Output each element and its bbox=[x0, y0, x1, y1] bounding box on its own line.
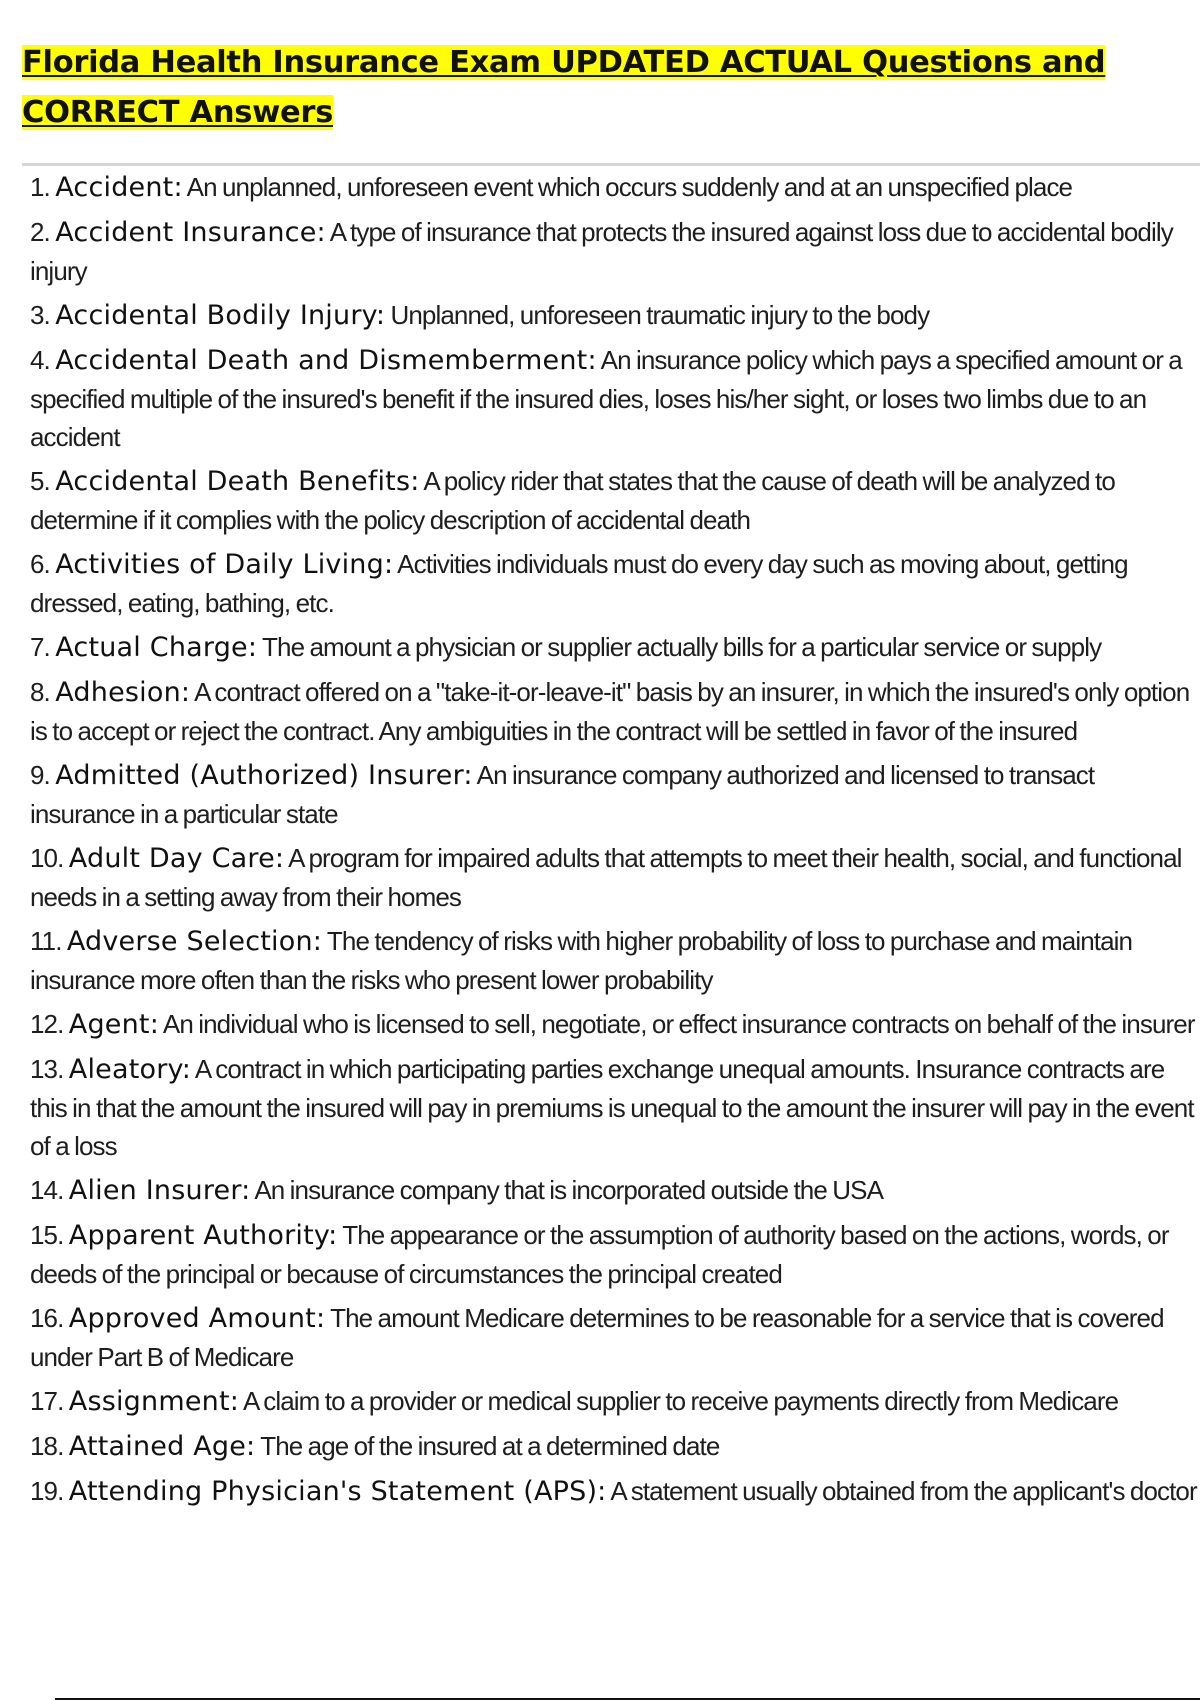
entry-definition: An individual who is licensed to sell, negotiate, or effect insurance contracts on behalf of the insurer bbox=[162, 1009, 1195, 1039]
entry-definition: Activities individuals must do every day such as moving about, getting dressed, eating, bathing, etc. bbox=[30, 549, 1128, 618]
definition-entry bbox=[30, 628, 1198, 667]
definition-entry bbox=[30, 462, 1198, 539]
entry-term: Adult Day Care: bbox=[68, 843, 285, 874]
definition-entry bbox=[30, 839, 1198, 916]
entry-definition: The amount Medicare determines to be reasonable for a service that is covered under Part B of Medicare bbox=[30, 1303, 1164, 1372]
definition-entry bbox=[30, 168, 1198, 207]
entry-number: 17. bbox=[30, 1386, 64, 1416]
entry-term: Actual Charge: bbox=[55, 632, 258, 663]
entry-number: 16. bbox=[30, 1303, 64, 1333]
definition-entry bbox=[30, 1216, 1198, 1293]
entry-number: 4. bbox=[30, 345, 50, 375]
definition-entry bbox=[30, 1299, 1198, 1376]
entry-term: Adhesion: bbox=[55, 677, 191, 708]
entry-number: 11. bbox=[30, 926, 62, 956]
document-title: Florida Health Insurance Exam UPDATED ACTUAL Questions and CORRECT Answers bbox=[22, 45, 1106, 130]
entry-term: Agent: bbox=[68, 1009, 159, 1040]
entry-term: Accidental Death and Dismemberment: bbox=[55, 345, 597, 376]
entry-term: Accidental Bodily Injury: bbox=[55, 300, 386, 331]
entry-definition: The tendency of risks with higher probability of loss to purchase and maintain insurance more often than the risks who present lower probability bbox=[30, 926, 1133, 995]
entry-term: Accident Insurance: bbox=[55, 217, 326, 248]
entry-number: 15. bbox=[30, 1220, 64, 1250]
definition-entry bbox=[30, 1427, 1198, 1466]
entry-number: 14. bbox=[30, 1175, 64, 1205]
entry-definition: An unplanned, unforeseen event which occurs suddenly and at an unspecified place bbox=[186, 172, 1073, 202]
entry-definition: A statement usually obtained from the applicant's doctor bbox=[610, 1476, 1197, 1506]
entry-term: Aleatory: bbox=[68, 1054, 192, 1085]
definition-entry bbox=[30, 213, 1198, 290]
entry-number: 1. bbox=[30, 172, 50, 202]
entry-term: Adverse Selection: bbox=[66, 926, 323, 957]
entry-number: 7. bbox=[30, 632, 50, 662]
entry-number: 2. bbox=[30, 217, 50, 247]
definition-entry bbox=[30, 341, 1198, 456]
entry-definition: Unplanned, unforeseen traumatic injury to the body bbox=[390, 300, 930, 330]
entry-term: Attending Physician's Statement (APS): bbox=[68, 1476, 607, 1507]
entry-number: 19. bbox=[30, 1476, 64, 1506]
entry-definition: An insurance company that is incorporated outside the USA bbox=[254, 1175, 884, 1205]
definition-entry bbox=[30, 545, 1198, 622]
entry-number: 18. bbox=[30, 1431, 64, 1461]
entry-term: Attained Age: bbox=[68, 1431, 256, 1462]
entry-number: 12. bbox=[30, 1009, 64, 1039]
entry-term: Approved Amount: bbox=[68, 1303, 326, 1334]
entry-number: 9. bbox=[30, 760, 50, 790]
entry-definition: A claim to a provider or medical supplier to receive payments directly from Medicare bbox=[242, 1386, 1119, 1416]
entry-number: 3. bbox=[30, 300, 50, 330]
entry-definition: A program for impaired adults that attempts to meet their health, social, and functional needs in a setting away from their homes bbox=[30, 843, 1182, 912]
entry-definition: The appearance or the assumption of authority based on the actions, words, or deeds of the principal or because of circumstances the principal created bbox=[30, 1220, 1169, 1289]
definition-entry bbox=[30, 1050, 1198, 1165]
entry-term: Alien Insurer: bbox=[68, 1175, 251, 1206]
definition-entry bbox=[30, 673, 1198, 750]
entry-term: Accident: bbox=[55, 172, 183, 203]
entry-definition: An insurance policy which pays a specified amount or a specified multiple of the insured's benefit if the insured dies, loses his/her sight, or loses two limbs due to an accident bbox=[30, 345, 1182, 452]
title-divider bbox=[22, 163, 1200, 166]
entry-number: 13. bbox=[30, 1054, 64, 1084]
entry-definition: The amount a physician or supplier actually bills for a particular service or supply bbox=[262, 632, 1102, 662]
definition-list bbox=[30, 168, 1198, 1517]
entry-term: Accidental Death Benefits: bbox=[55, 466, 420, 497]
entry-definition: A type of insurance that protects the insured against loss due to accidental bodily injury bbox=[30, 217, 1173, 286]
definition-entry bbox=[30, 1171, 1198, 1210]
entry-definition: A contract in which participating parties exchange unequal amounts. Insurance contracts are this in that the amount the insured will pay in premiums is unequal to the amount the insurer will pay in the event of a loss bbox=[30, 1054, 1194, 1161]
entry-number: 6. bbox=[30, 549, 50, 579]
definition-entry bbox=[30, 922, 1198, 999]
definition-entry bbox=[30, 1005, 1198, 1044]
entry-definition: A contract offered on a "take-it-or-leave-it" basis by an insurer, in which the insured's only option is to accept or reject the contract. Any ambiguities in the contract will be settled in favor of the insured bbox=[30, 677, 1190, 746]
definition-entry bbox=[30, 756, 1198, 833]
entry-term: Assignment: bbox=[68, 1386, 240, 1417]
entry-term: Activities of Daily Living: bbox=[55, 549, 394, 580]
entry-definition: An insurance company authorized and licensed to transact insurance in a particular state bbox=[30, 760, 1095, 829]
entry-number: 5. bbox=[30, 466, 50, 496]
entry-number: 8. bbox=[30, 677, 50, 707]
entry-definition: The age of the insured at a determined date bbox=[260, 1431, 720, 1461]
definition-entry bbox=[30, 296, 1198, 335]
entry-term: Admitted (Authorized) Insurer: bbox=[55, 760, 473, 791]
entry-definition: A policy rider that states that the cause of death will be analyzed to determine if it complies with the policy description of accidental death bbox=[30, 466, 1115, 535]
document-title-block bbox=[22, 38, 1142, 138]
entry-number: 10. bbox=[30, 843, 64, 873]
entry-term: Apparent Authority: bbox=[68, 1220, 338, 1251]
definition-entry bbox=[30, 1472, 1198, 1511]
definition-entry bbox=[30, 1382, 1198, 1421]
